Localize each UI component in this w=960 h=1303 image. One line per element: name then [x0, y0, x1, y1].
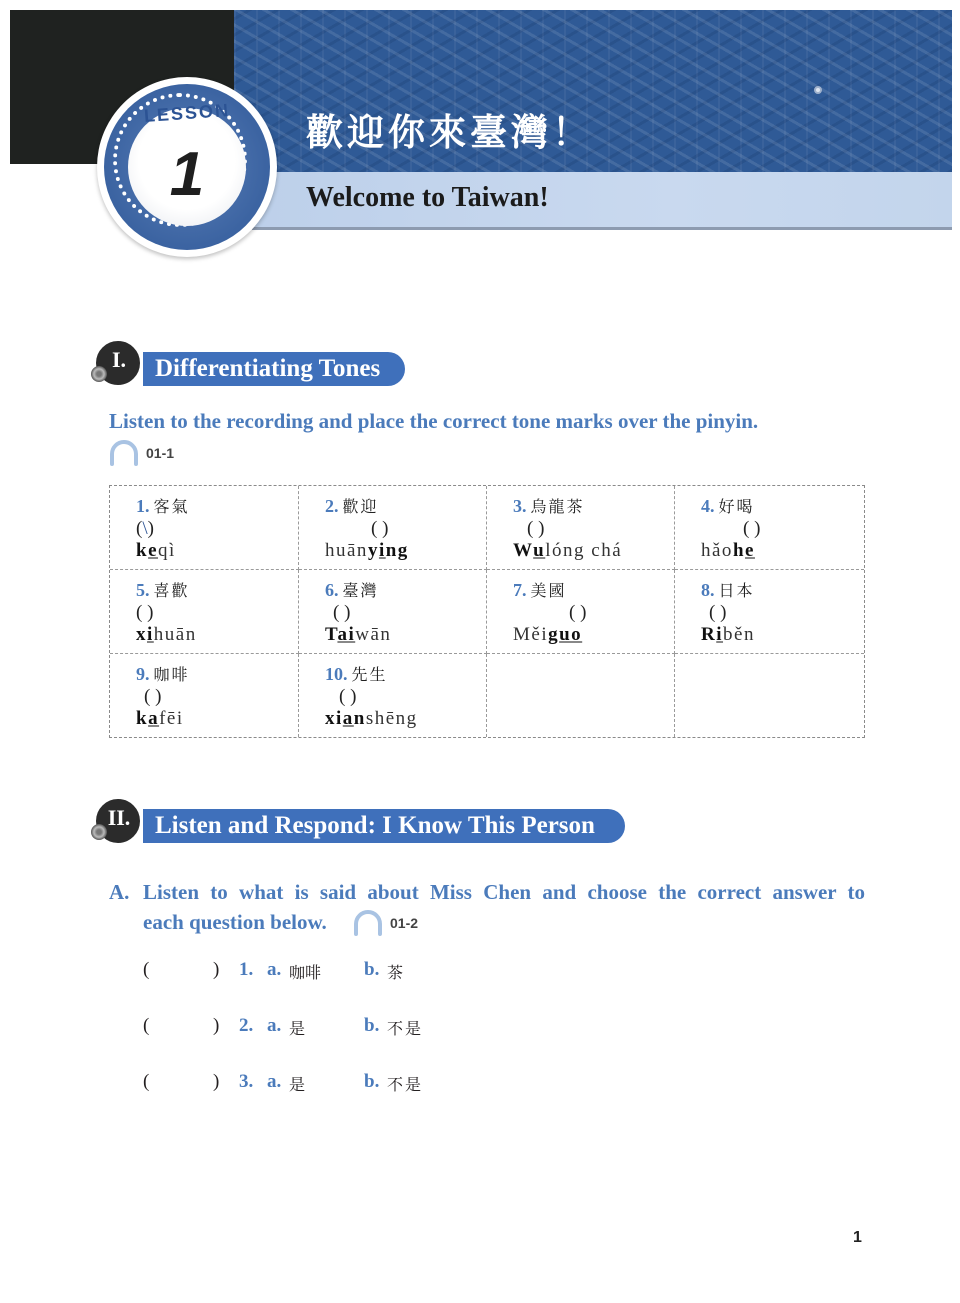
answer-blank-open[interactable]: (: [143, 959, 150, 980]
question-number: 2.: [239, 1015, 254, 1036]
tone-mark-blank[interactable]: [136, 518, 154, 540]
option-b-label: b.: [364, 1071, 380, 1092]
pinyin-text: Taiwān: [325, 624, 392, 645]
answer-blank-close: ): [213, 959, 220, 980]
chinese-word: 美國: [530, 581, 567, 600]
tone-mark-blank[interactable]: ( ): [527, 518, 545, 539]
option-b-label: b.: [364, 1015, 380, 1036]
pinyin-text: Měiguo: [513, 624, 583, 645]
tone-cell[interactable]: [675, 486, 864, 570]
lesson-badge: [97, 77, 277, 257]
audio-code: 01-2: [390, 915, 419, 931]
part-a-instruction-line-1: Listen to what is said about Miss Chen and choose the correct answer to: [143, 880, 865, 904]
banner-dot-mark: [814, 86, 822, 94]
part-a-letter: A.: [109, 880, 130, 904]
section-2-title: Listen and Respond: I Know This Person: [143, 809, 625, 843]
tone-cell-heading: [513, 494, 585, 517]
part-a-instruction-line-2: each question below.: [143, 910, 327, 934]
tone-mark-blank[interactable]: ( ): [569, 602, 587, 623]
tone-cell-heading: [325, 494, 379, 517]
fourth-tone-mark: \: [142, 518, 148, 539]
page-number: 1: [853, 1229, 862, 1246]
option-a-text: 是: [289, 1019, 306, 1038]
option-a-text: 是: [289, 1075, 306, 1094]
option-b-text: 不是: [387, 1075, 424, 1094]
pinyin-text: hǎohe: [701, 540, 755, 561]
tone-cell[interactable]: [487, 486, 675, 570]
tone-mark-blank[interactable]: ( ): [136, 602, 154, 623]
item-number: 8.: [701, 580, 715, 600]
option-a-text: 咖啡: [289, 963, 322, 982]
item-number: 1.: [136, 496, 150, 516]
tone-cell[interactable]: [487, 570, 675, 654]
tone-cell[interactable]: [675, 570, 864, 654]
tone-cell-heading: [136, 494, 190, 517]
tone-mark-blank[interactable]: ( ): [371, 518, 389, 539]
lesson-label: LESSON: [143, 100, 231, 126]
pinyin-text: Riběn: [701, 624, 755, 645]
pinyin-text: huānying: [325, 540, 409, 561]
item-number: 5.: [136, 580, 150, 600]
chinese-word: 咖啡: [153, 665, 190, 684]
question-number: 1.: [239, 959, 254, 980]
chinese-word: 先生: [351, 665, 388, 684]
option-b-text: 不是: [387, 1019, 424, 1038]
tone-cell-heading: [701, 494, 755, 517]
tone-cell-heading: [136, 578, 190, 601]
chinese-word: 歡迎: [342, 497, 379, 516]
headphones-icon: [108, 438, 140, 468]
option-b-label: b.: [364, 959, 380, 980]
option-b-text: 茶: [387, 963, 406, 982]
tone-cell[interactable]: [110, 654, 299, 737]
tone-cell-heading: [136, 662, 190, 685]
pinyin-text: kafēi: [136, 708, 184, 729]
seal-icon: [91, 824, 107, 840]
item-number: 7.: [513, 580, 527, 600]
answer-blank-open[interactable]: (: [143, 1071, 150, 1092]
tone-cell[interactable]: [299, 486, 487, 570]
page-title-chinese: 歡迎你來臺灣！: [306, 110, 593, 154]
tone-mark-table: [109, 485, 865, 738]
section-1-header: [93, 338, 405, 380]
section-1-instruction: Listen to the recording and place the correct tone marks over the pinyin.: [109, 409, 759, 433]
tone-mark-blank[interactable]: ( ): [333, 602, 351, 623]
section-1-title: Differentiating Tones: [143, 352, 405, 386]
tone-cell[interactable]: [110, 486, 299, 570]
tone-mark-blank[interactable]: ( ): [339, 686, 357, 707]
question-row-3: [143, 1071, 543, 1101]
chinese-word: 烏龍茶: [530, 497, 585, 516]
tone-cell-heading: [325, 662, 388, 685]
item-number: 2.: [325, 496, 339, 516]
item-number: 6.: [325, 580, 339, 600]
item-number: 10.: [325, 664, 348, 684]
tone-cell[interactable]: [110, 570, 299, 654]
section-1-numeral: I.: [111, 347, 127, 372]
tone-cell-heading: [325, 578, 379, 601]
item-number: 9.: [136, 664, 150, 684]
question-number: 3.: [239, 1071, 254, 1092]
tone-cell[interactable]: [299, 570, 487, 654]
pinyin-text: keqì: [136, 540, 176, 561]
page-title-english: Welcome to Taiwan!: [306, 182, 549, 213]
audio-track-01-2[interactable]: [352, 908, 418, 938]
tone-cell-empty: [675, 654, 864, 737]
paren-close: ): [147, 518, 154, 539]
section-2-numeral: II.: [107, 805, 131, 830]
chinese-word: 臺灣: [342, 581, 379, 600]
audio-code: 01-1: [146, 445, 175, 461]
answer-blank-open[interactable]: (: [143, 1015, 150, 1036]
pinyin-text: Wulóng chá: [513, 540, 623, 561]
tone-mark-blank[interactable]: ( ): [709, 602, 727, 623]
tone-mark-blank[interactable]: ( ): [743, 518, 761, 539]
tone-cell[interactable]: [299, 654, 487, 737]
pinyin-text: xianshēng: [325, 708, 418, 729]
option-a-label: a.: [267, 1071, 282, 1092]
audio-track-01-1[interactable]: [108, 438, 174, 468]
tone-cell-heading: [701, 578, 755, 601]
question-row-1: [143, 959, 543, 989]
headphones-icon: [352, 908, 384, 938]
chinese-word: 好喝: [718, 497, 755, 516]
option-a-label: a.: [267, 1015, 282, 1036]
section-2-header: [93, 796, 627, 838]
item-number: 3.: [513, 496, 527, 516]
answer-blank-close: ): [213, 1071, 220, 1092]
chinese-word: 喜歡: [153, 581, 190, 600]
answer-blank-close: ): [213, 1015, 220, 1036]
chinese-word: 客氣: [153, 497, 190, 516]
option-a-label: a.: [267, 959, 282, 980]
tone-mark-blank[interactable]: ( ): [144, 686, 162, 707]
paren-open: (: [136, 518, 143, 539]
seal-icon: [91, 366, 107, 382]
tone-cell-empty: [487, 654, 675, 737]
chinese-word: 日本: [718, 581, 755, 600]
item-number: 4.: [701, 496, 715, 516]
lesson-number: 1: [169, 140, 205, 209]
question-row-2: [143, 1015, 543, 1045]
tone-cell-heading: [513, 578, 567, 601]
pinyin-text: xihuān: [136, 624, 197, 645]
